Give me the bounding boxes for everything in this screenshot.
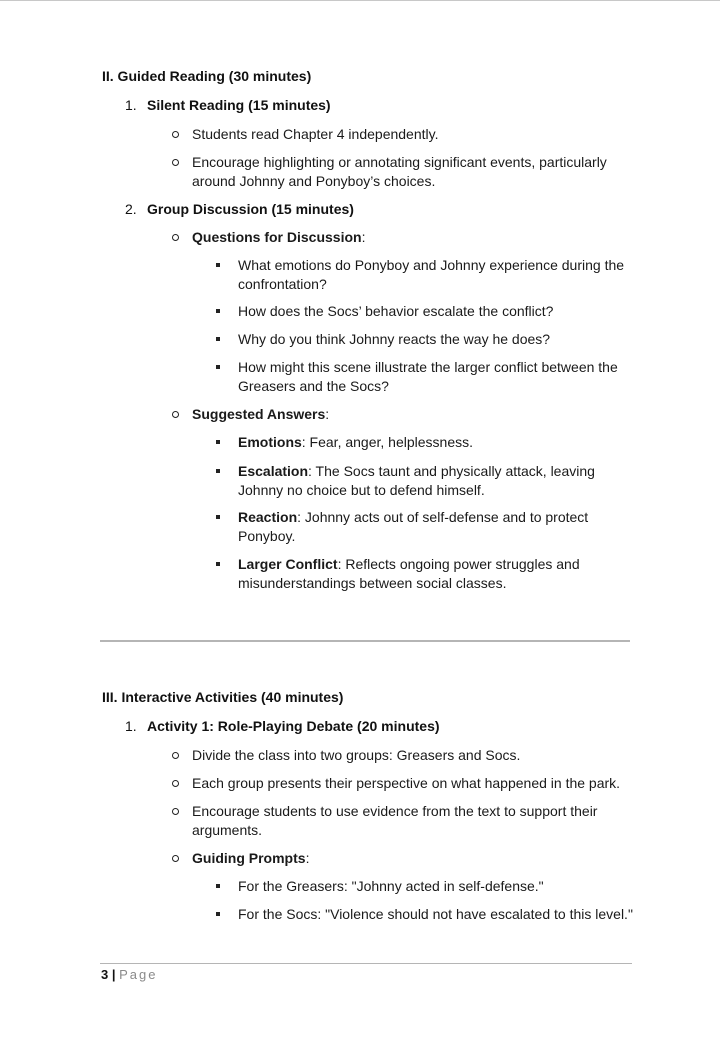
- item-title: Group Discussion (15 minutes): [147, 201, 354, 217]
- answer-text: : Johnny acts out of self-defense and to protect Ponyboy.: [238, 509, 589, 544]
- square-bullet-icon: [216, 309, 220, 313]
- hollow-bullet-icon: [172, 234, 179, 241]
- section-heading-guided-reading: II. Guided Reading (30 minutes): [102, 68, 312, 84]
- page-top-border: [0, 0, 720, 1]
- numbered-item-group-discussion: [125, 201, 354, 217]
- list-item-text: For the Socs: "Violence should not have escalated to this level.": [238, 906, 633, 922]
- list-item-text: Encourage students to use evidence from the text to support their arguments.: [192, 803, 598, 838]
- list-item-text: Why do you think Johnny reacts the way he does?: [238, 331, 551, 347]
- footer-divider: [100, 963, 632, 964]
- list-item-text: For the Greasers: "Johnny acted in self-defense.": [238, 878, 544, 894]
- numbered-item-role-playing-debate: [125, 718, 440, 734]
- list-item-text: Each group presents their perspective on what happened in the park.: [192, 775, 621, 791]
- sub-heading-suffix: :: [325, 406, 330, 422]
- list-item-text: How does the Socs’ behavior escalate the conflict?: [238, 303, 554, 319]
- section-divider: [100, 640, 630, 642]
- item-number: 1.: [125, 718, 137, 734]
- square-bullet-icon: [216, 884, 220, 888]
- hollow-bullet-icon: [172, 780, 179, 787]
- sub-heading-answers: [172, 405, 622, 424]
- item-title: Activity 1: Role-Playing Debate (20 minutes): [147, 718, 440, 734]
- square-bullet-icon: [216, 337, 220, 341]
- answer-term: Escalation: [238, 463, 309, 479]
- list-item: [216, 877, 636, 896]
- list-item: [216, 256, 636, 293]
- page-footer: [101, 967, 157, 982]
- list-item: [172, 153, 622, 190]
- list-item: [216, 905, 636, 924]
- sub-heading-label: Guiding Prompts: [192, 850, 306, 866]
- list-item: [172, 746, 622, 765]
- item-number: 1.: [125, 97, 137, 113]
- list-item: [216, 358, 636, 395]
- list-item-text: Students read Chapter 4 independently.: [192, 126, 439, 142]
- sub-heading-questions: [172, 228, 622, 247]
- list-item: [172, 125, 622, 144]
- list-item-text: How might this scene illustrate the larger conflict between the Greasers and the Socs?: [238, 359, 618, 394]
- list-item-text: Encourage highlighting or annotating significant events, particularly around Johnny and Ponyboy’s choices.: [192, 154, 607, 189]
- answer-term: Larger Conflict: [238, 556, 338, 572]
- page-number: 3: [101, 967, 109, 982]
- answer-text: : The Socs taunt and physically attack, leaving Johnny no choice but to defend himself.: [238, 463, 595, 498]
- square-bullet-icon: [216, 515, 220, 519]
- sub-heading-label: Suggested Answers: [192, 406, 326, 422]
- hollow-bullet-icon: [172, 808, 179, 815]
- sub-heading-suffix: :: [361, 229, 366, 245]
- hollow-bullet-icon: [172, 131, 179, 138]
- page-label: Page: [119, 967, 158, 982]
- square-bullet-icon: [216, 365, 220, 369]
- sub-heading-guiding-prompts: [172, 849, 622, 868]
- square-bullet-icon: [216, 912, 220, 916]
- answer-term: Reaction: [238, 509, 298, 525]
- list-item: [172, 774, 622, 793]
- sub-heading-suffix: :: [305, 850, 310, 866]
- footer-separator: |: [108, 967, 120, 982]
- section-heading-interactive-activities: III. Interactive Activities (40 minutes): [102, 689, 344, 705]
- numbered-item-silent-reading: [125, 97, 331, 113]
- hollow-bullet-icon: [172, 411, 179, 418]
- list-item: [216, 330, 636, 349]
- hollow-bullet-icon: [172, 752, 179, 759]
- list-item-text: Divide the class into two groups: Greasers and Socs.: [192, 747, 521, 763]
- list-item: [216, 508, 636, 545]
- list-item-text: What emotions do Ponyboy and Johnny experience during the confrontation?: [238, 257, 625, 292]
- item-number: 2.: [125, 201, 137, 217]
- square-bullet-icon: [216, 469, 220, 473]
- square-bullet-icon: [216, 263, 220, 267]
- hollow-bullet-icon: [172, 855, 179, 862]
- answer-text: : Fear, anger, helplessness.: [301, 434, 473, 450]
- list-item: [216, 433, 636, 452]
- list-item: [216, 302, 636, 321]
- list-item: [216, 462, 636, 499]
- answer-text: : Reflects ongoing power struggles and misunderstandings between social classes.: [238, 556, 580, 591]
- hollow-bullet-icon: [172, 159, 179, 166]
- answer-term: Emotions: [238, 434, 302, 450]
- sub-heading-label: Questions for Discussion: [192, 229, 362, 245]
- item-title: Silent Reading (15 minutes): [147, 97, 331, 113]
- square-bullet-icon: [216, 562, 220, 566]
- square-bullet-icon: [216, 440, 220, 444]
- list-item: [172, 802, 622, 839]
- list-item: [216, 555, 636, 592]
